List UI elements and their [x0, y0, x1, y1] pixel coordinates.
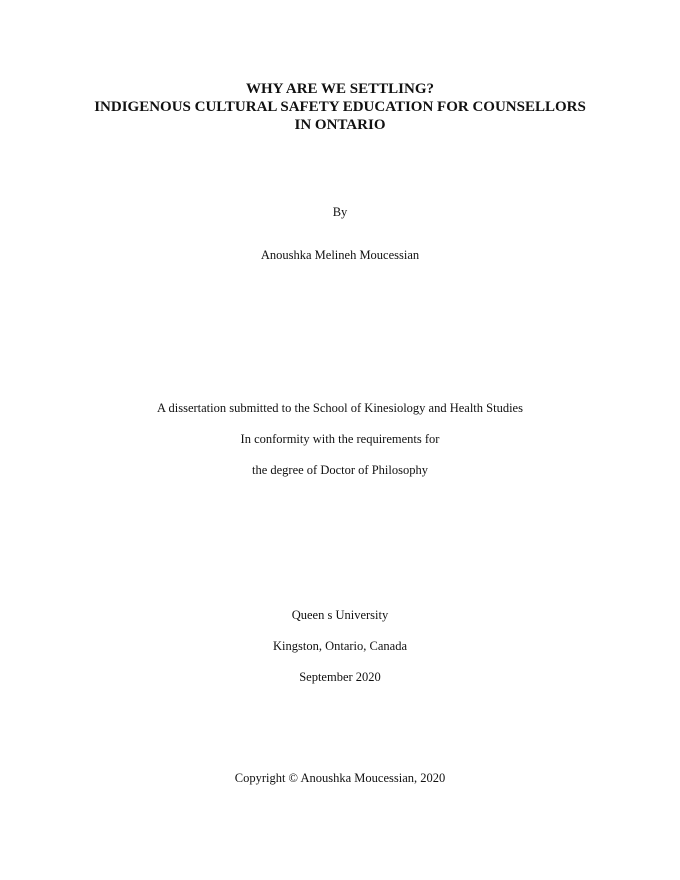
submission-line-3: the degree of Doctor of Philosophy	[251, 463, 428, 477]
title-line-3: IN ONTARIO	[294, 117, 386, 133]
by-label: By	[332, 205, 348, 219]
submission-line-2: In conformity with the requirements for	[240, 432, 440, 446]
copyright-notice: Copyright © Anoushka Moucessian, 2020	[234, 771, 446, 785]
title-line-2: INDIGENOUS CULTURAL SAFETY EDUCATION FOR COUNSELLORS	[94, 99, 586, 115]
university-name: Queen s University	[291, 608, 389, 622]
submission-date: September 2020	[299, 670, 381, 684]
title-line-1: WHY ARE WE SETTLING?	[246, 81, 434, 97]
university-location: Kingston, Ontario, Canada	[272, 639, 407, 653]
submission-line-1: A dissertation submitted to the School of Kinesiology and Health Studies	[157, 401, 523, 415]
author-name: Anoushka Melineh Moucessian	[260, 248, 420, 262]
